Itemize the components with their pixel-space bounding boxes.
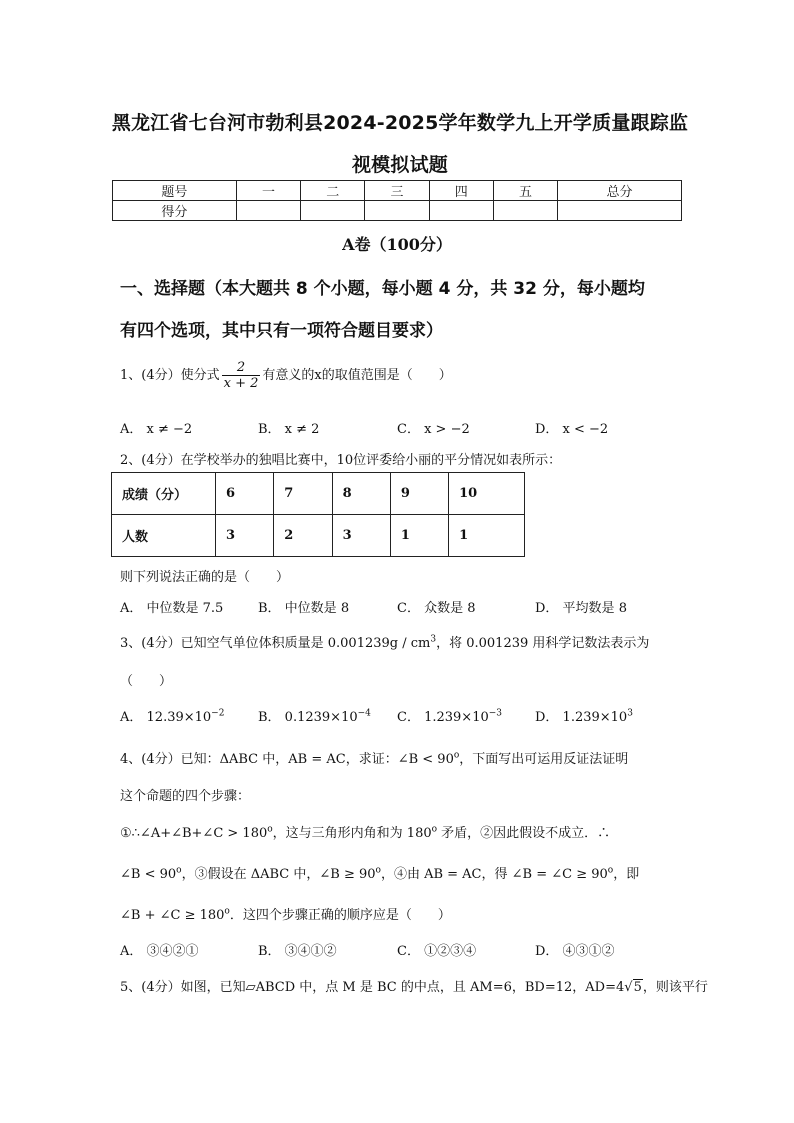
q1-denominator: x + 2 xyxy=(223,376,259,391)
q4-line3-c: 矛盾，②因此假设不成立．∴ xyxy=(437,826,611,841)
grades-cell: 2 xyxy=(274,515,332,557)
score-entry-cell[interactable] xyxy=(493,201,557,221)
grades-cell: 10 xyxy=(449,473,525,515)
score-entry-cell[interactable] xyxy=(301,201,365,221)
score-table-score-row xyxy=(113,201,682,221)
score-cell: 一 xyxy=(236,181,300,201)
q4-line4-d: ，即 xyxy=(613,867,640,882)
q1-fraction xyxy=(222,360,261,391)
score-cell: 五 xyxy=(493,181,557,201)
degree-mark: o xyxy=(176,865,182,876)
q4-line3-a: ①∴∠A+∠B+∠C > 180 xyxy=(120,826,268,841)
q2-option-d[interactable]: D． 平均数是 8 xyxy=(535,601,627,616)
score-entry-cell[interactable] xyxy=(365,201,429,221)
score-table xyxy=(112,180,682,221)
score-cell: 题号 xyxy=(113,181,237,201)
grades-cell: 1 xyxy=(390,515,448,557)
q3-option-b-label: B． 0.1239×10 xyxy=(258,710,358,725)
score-table-header-row xyxy=(113,181,682,201)
grades-header-row xyxy=(112,473,525,515)
q4-line1-a: 4、(4分）已知：ΔABC 中，AB = AC，求证：∠B < 90 xyxy=(120,752,454,767)
question-4-line5 xyxy=(120,904,451,923)
q3-option-b[interactable] xyxy=(258,706,371,725)
question-3-stem xyxy=(120,632,649,651)
section1-heading-line2: 有四个选项，其中只有一项符合题目要求） xyxy=(120,321,443,341)
sqrt-sign: √ xyxy=(624,980,633,995)
grades-cell: 1 xyxy=(449,515,525,557)
score-entry-cell[interactable] xyxy=(558,201,682,221)
grades-count-row xyxy=(112,515,525,557)
q5-sqrt-value: 5 xyxy=(633,980,642,995)
degree-mark: o xyxy=(267,824,273,835)
q3-option-d-exp: 3 xyxy=(627,708,633,719)
q2-option-b[interactable]: B． 中位数是 8 xyxy=(258,601,350,616)
question-3-blank: （ ） xyxy=(120,674,173,689)
grades-cell: 6 xyxy=(216,473,274,515)
degree-mark: o xyxy=(453,750,460,761)
q5-stem-a: 5、(4分）如图，已知▱ABCD 中，点 M 是 BC 的中点，且 AM=6，BD=12，AD=4 xyxy=(120,980,625,995)
q3-option-c-label: C． 1.239×10 xyxy=(397,710,489,725)
q2-option-a[interactable]: A． 中位数是 7.5 xyxy=(120,601,224,616)
score-cell: 得分 xyxy=(113,201,237,221)
degree-mark: o xyxy=(375,865,381,876)
q1-option-d[interactable]: D． x < −2 xyxy=(535,422,609,437)
q1-option-c[interactable]: C． x > −2 xyxy=(397,422,470,437)
q4-line1-b: ，下面写出可运用反证法证明 xyxy=(459,752,629,767)
score-cell: 二 xyxy=(301,181,365,201)
question-2-follow: 则下列说法正确的是（ ） xyxy=(120,570,290,585)
q4-line5-a: ∠B + ∠C ≥ 180 xyxy=(120,908,225,923)
exam-title-line1: 黑龙江省七台河市勃利县2024-2025学年数学九上开学质量跟踪监 xyxy=(111,112,689,134)
q3-option-a[interactable] xyxy=(120,706,224,725)
grades-cell: 9 xyxy=(390,473,448,515)
q4-line4-a: ∠B < 90 xyxy=(120,867,177,882)
q1-option-b[interactable]: B． x ≠ 2 xyxy=(258,422,320,437)
question-5-stem xyxy=(120,976,708,995)
q4-line4-c: ，④由 AB = AC，得 ∠B = ∠C ≥ 90 xyxy=(380,867,608,882)
degree-mark: o xyxy=(224,906,230,917)
score-cell: 四 xyxy=(429,181,493,201)
question-2-stem: 2、(4分）在学校举办的独唱比赛中，10位评委给小丽的平分情况如表所示： xyxy=(120,453,562,468)
q1-suffix: 有意义的x的取值范围是（ ） xyxy=(262,368,452,383)
q4-option-a[interactable]: A． ③④②① xyxy=(120,944,199,959)
section1-heading-line1: 一、选择题（本大题共 8 个小题，每小题 4 分，共 32 分，每小题均 xyxy=(120,279,645,299)
grades-cell: 成绩（分） xyxy=(112,473,216,515)
grades-cell: 3 xyxy=(332,515,390,557)
volume-label: A卷（100分） xyxy=(342,235,452,254)
q2-option-c[interactable]: C． 众数是 8 xyxy=(397,601,476,616)
grades-cell: 3 xyxy=(216,515,274,557)
q4-line3-b: ，这与三角形内角和为 180 xyxy=(272,826,432,841)
exam-title-line2: 视模拟试题 xyxy=(351,154,448,176)
q4-option-c[interactable]: C． ①②③④ xyxy=(397,944,477,959)
grades-cell: 7 xyxy=(274,473,332,515)
q3-unit-exponent: 3 xyxy=(430,634,437,645)
grades-cell: 人数 xyxy=(112,515,216,557)
q4-option-d[interactable]: D． ④③①② xyxy=(535,944,615,959)
question-4-line4 xyxy=(120,863,639,882)
q3-option-a-label: A． 12.39×10 xyxy=(120,710,212,725)
q3-option-d-label: D． 1.239×10 xyxy=(535,710,628,725)
q1-option-a[interactable]: A． x ≠ −2 xyxy=(120,422,193,437)
q3-option-b-exp: −4 xyxy=(357,708,371,719)
q3-option-a-exp: −2 xyxy=(211,708,225,719)
question-1-stem xyxy=(120,360,452,391)
score-cell: 总分 xyxy=(558,181,682,201)
grades-cell: 8 xyxy=(332,473,390,515)
q3-stem-b: ，将 0.001239 用科学记数法表示为 xyxy=(436,636,650,651)
score-entry-cell[interactable] xyxy=(236,201,300,221)
q4-line5-b: ．这四个步骤正确的顺序应是（ ） xyxy=(229,908,451,923)
degree-mark: o xyxy=(607,865,614,876)
question-4-stem xyxy=(120,748,628,767)
q3-stem-a: 3、(4分）已知空气单位体积质量是 0.001239g / cm xyxy=(120,636,431,651)
q3-option-c-exp: −3 xyxy=(488,708,503,719)
q4-line4-b: ，③假设在 ΔABC 中，∠B ≥ 90 xyxy=(181,867,376,882)
degree-mark: o xyxy=(431,824,438,835)
score-cell: 三 xyxy=(365,181,429,201)
q3-option-d[interactable] xyxy=(535,706,633,725)
q1-prefix: 1、(4分）使分式 xyxy=(120,368,220,383)
q4-option-b[interactable]: B． ③④①② xyxy=(258,944,337,959)
q5-stem-b: ，则该平行 xyxy=(642,980,708,995)
q3-option-c[interactable] xyxy=(397,706,502,725)
question-4-line3 xyxy=(120,822,610,841)
score-entry-cell[interactable] xyxy=(429,201,493,221)
question-4-line2: 这个命题的四个步骤： xyxy=(120,789,251,804)
grades-table xyxy=(111,472,525,557)
q1-numerator: 2 xyxy=(222,360,261,376)
